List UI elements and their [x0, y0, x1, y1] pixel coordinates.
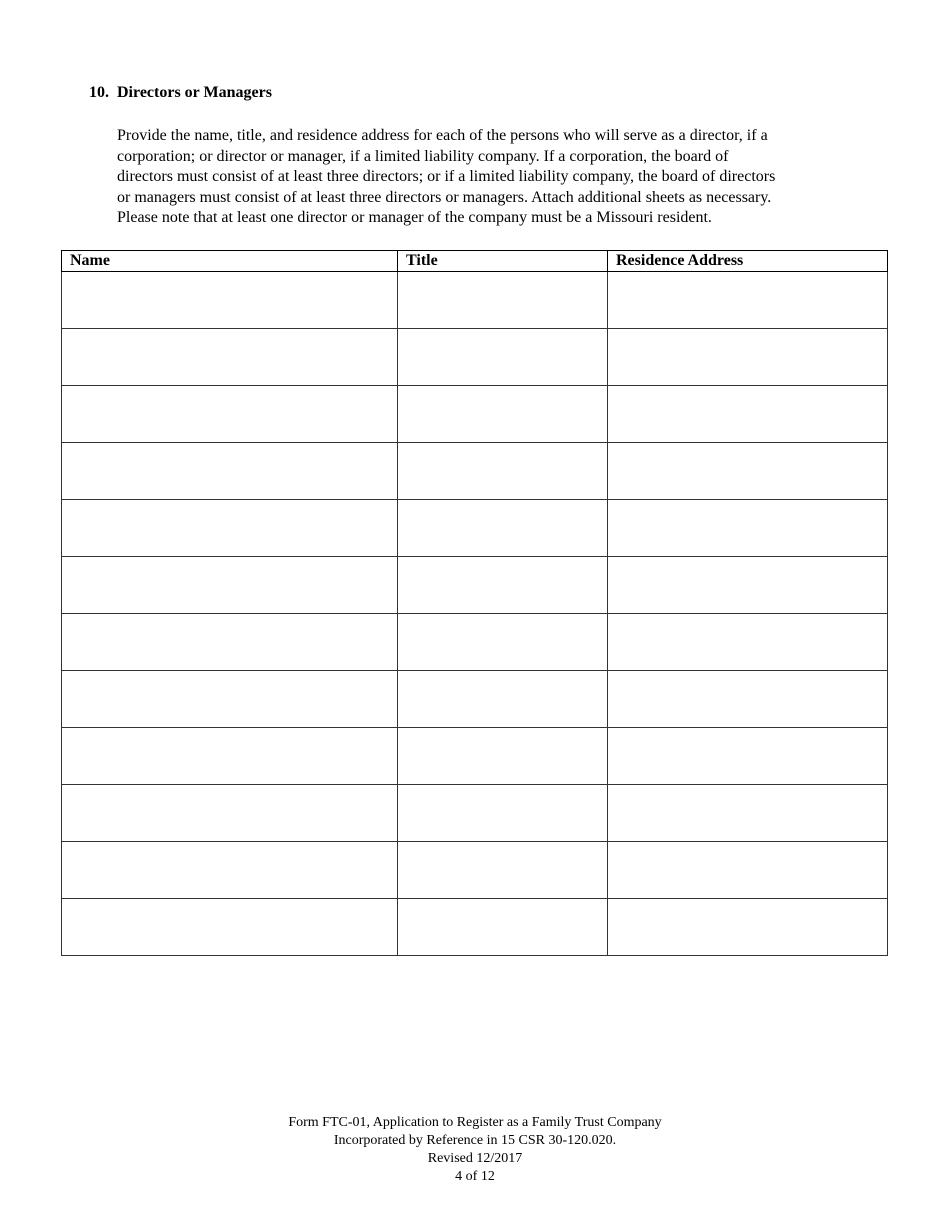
section-heading	[89, 84, 272, 102]
residence-address-cell[interactable]	[608, 614, 888, 671]
table-row	[62, 443, 888, 500]
name-cell[interactable]	[62, 557, 398, 614]
instructions-line: directors must consist of at least three directors; or if a limited liability company, the board of directors	[117, 168, 776, 185]
name-cell[interactable]	[62, 272, 398, 329]
table-row	[62, 329, 888, 386]
instructions-paragraph	[117, 126, 877, 229]
residence-address-cell[interactable]	[608, 272, 888, 329]
table-body	[62, 272, 888, 956]
title-cell[interactable]	[398, 785, 608, 842]
residence-address-cell[interactable]	[608, 899, 888, 956]
table-row	[62, 785, 888, 842]
title-cell[interactable]	[398, 272, 608, 329]
title-cell[interactable]	[398, 728, 608, 785]
name-cell[interactable]	[62, 500, 398, 557]
table-row	[62, 671, 888, 728]
residence-address-cell[interactable]	[608, 500, 888, 557]
name-cell[interactable]	[62, 329, 398, 386]
footer-form-name: Form FTC-01, Application to Register as a Family Trust Company	[288, 1115, 662, 1130]
title-cell[interactable]	[398, 842, 608, 899]
name-cell[interactable]	[62, 386, 398, 443]
table-row	[62, 557, 888, 614]
footer-page-number: 4 of 12	[455, 1169, 495, 1184]
title-cell[interactable]	[398, 614, 608, 671]
title-cell[interactable]	[398, 329, 608, 386]
directors-table	[61, 250, 888, 956]
title-cell[interactable]	[398, 671, 608, 728]
footer-reference: Incorporated by Reference in 15 CSR 30-120.020.	[333, 1133, 617, 1148]
residence-address-cell[interactable]	[608, 671, 888, 728]
residence-address-cell[interactable]	[608, 785, 888, 842]
residence-address-cell[interactable]	[608, 728, 888, 785]
table-row	[62, 842, 888, 899]
column-header-residence-address: Residence Address	[608, 251, 888, 272]
residence-address-cell[interactable]	[608, 557, 888, 614]
name-cell[interactable]	[62, 899, 398, 956]
instructions-line: or managers must consist of at least three directors or managers. Attach additional sheets as necessary.	[117, 188, 772, 206]
section-title: Directors or Managers	[117, 84, 272, 101]
table-row	[62, 899, 888, 956]
table-row	[62, 500, 888, 557]
section-number: 10.	[89, 84, 109, 101]
instructions-line: Provide the name, title, and residence address for each of the persons who will serve as a director, if a	[117, 127, 768, 144]
instructions-line: corporation; or director or manager, if a limited liability company. If a corporation, the board of	[117, 147, 729, 165]
table-header-row	[62, 251, 888, 272]
title-cell[interactable]	[398, 557, 608, 614]
table-row	[62, 386, 888, 443]
page-footer	[0, 1114, 950, 1186]
column-header-title: Title	[398, 251, 608, 272]
title-cell[interactable]	[398, 500, 608, 557]
title-cell[interactable]	[398, 443, 608, 500]
table-row	[62, 614, 888, 671]
table-row	[62, 272, 888, 329]
instructions-line: Please note that at least one director or manager of the company must be a Missouri resident.	[117, 209, 712, 226]
residence-address-cell[interactable]	[608, 842, 888, 899]
title-cell[interactable]	[398, 386, 608, 443]
column-header-name: Name	[62, 251, 398, 272]
residence-address-cell[interactable]	[608, 329, 888, 386]
name-cell[interactable]	[62, 785, 398, 842]
name-cell[interactable]	[62, 443, 398, 500]
name-cell[interactable]	[62, 728, 398, 785]
residence-address-cell[interactable]	[608, 386, 888, 443]
name-cell[interactable]	[62, 842, 398, 899]
table-row	[62, 728, 888, 785]
footer-revised: Revised 12/2017	[427, 1151, 523, 1166]
title-cell[interactable]	[398, 899, 608, 956]
residence-address-cell[interactable]	[608, 443, 888, 500]
name-cell[interactable]	[62, 671, 398, 728]
name-cell[interactable]	[62, 614, 398, 671]
